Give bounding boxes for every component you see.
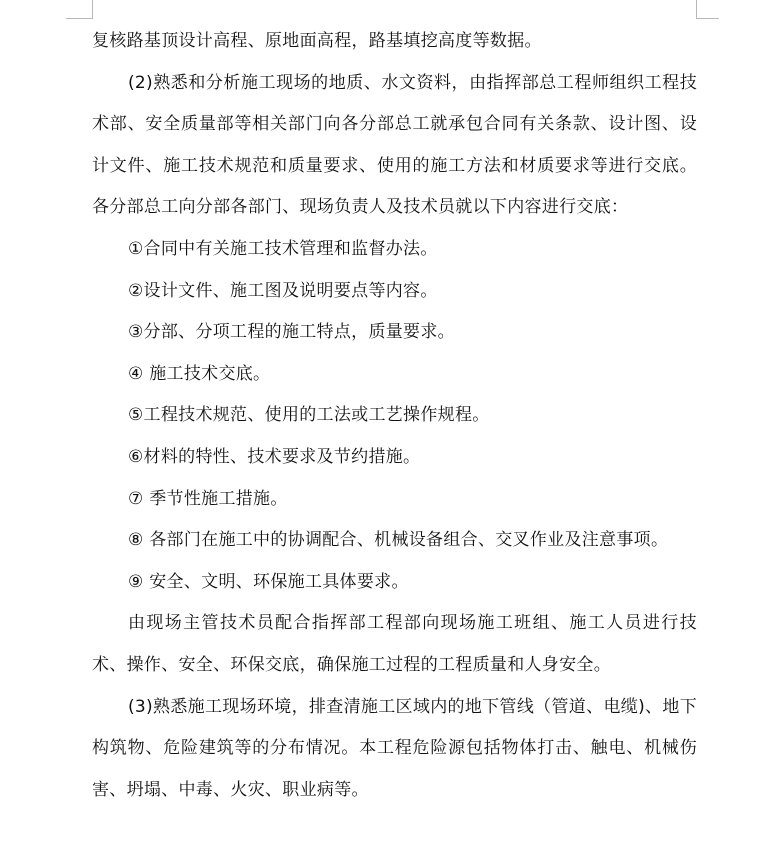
document-page [92,21,697,811]
paragraph-disclosure: 由现场主管技术员配合指挥部工程部向现场施工班组、施工人员进行技术、操作、安全、环保交底，确保施工过程的工程质量和人身安全。 [92,613,697,675]
paragraph-item-3: (3)熟悉施工现场环境，排查清施工区域内的地下管线（管道、电缆)、地下构筑物、危险建筑等的分布情况。本工程危险源包括物体打击、触电、机械伤害、坍塌、中毒、火灾、职业病等。 [92,696,697,800]
list-item-2: ②设计文件、施工图及说明要点等内容。 [128,280,438,301]
paragraph-item-2: (2)熟悉和分析施工现场的地质、水文资料，由指挥部总工程师组织工程技术部、安全质量部等相关部门向各分部总工就承包合同有关条款、设计图、设计文件、施工技术规范和质量要求、使用的施工方法和材质要求等进行交底。各分部总工向分部各部门、现场负责人及技术员就以下内容进行交底： [92,72,697,218]
list-item-9: ⑨ 安全、文明、环保施工具体要求。 [128,571,409,592]
list-item-8: ⑧ 各部门在施工中的协调配合、机械设备组合、交叉作业及注意事项。 [128,530,669,551]
page-corner-mark-right [696,0,719,19]
list-item-1: ①合同中有关施工技术管理和监督办法。 [128,238,438,259]
list-item-5: ⑤工程技术规范、使用的工法或工艺操作规程。 [128,405,490,426]
paragraph-continuation: 复核路基顶设计高程、原地面高程，路基填挖高度等数据。 [92,31,542,51]
list-item-3: ③分部、分项工程的施工特点，质量要求。 [128,322,455,343]
list-item-7: ⑦ 季节性施工措施。 [128,488,288,509]
list-item-6: ⑥材料的特性、技术要求及节约措施。 [128,446,421,467]
list-item-4: ④ 施工技术交底。 [128,363,271,384]
page-corner-mark-left [66,0,93,19]
